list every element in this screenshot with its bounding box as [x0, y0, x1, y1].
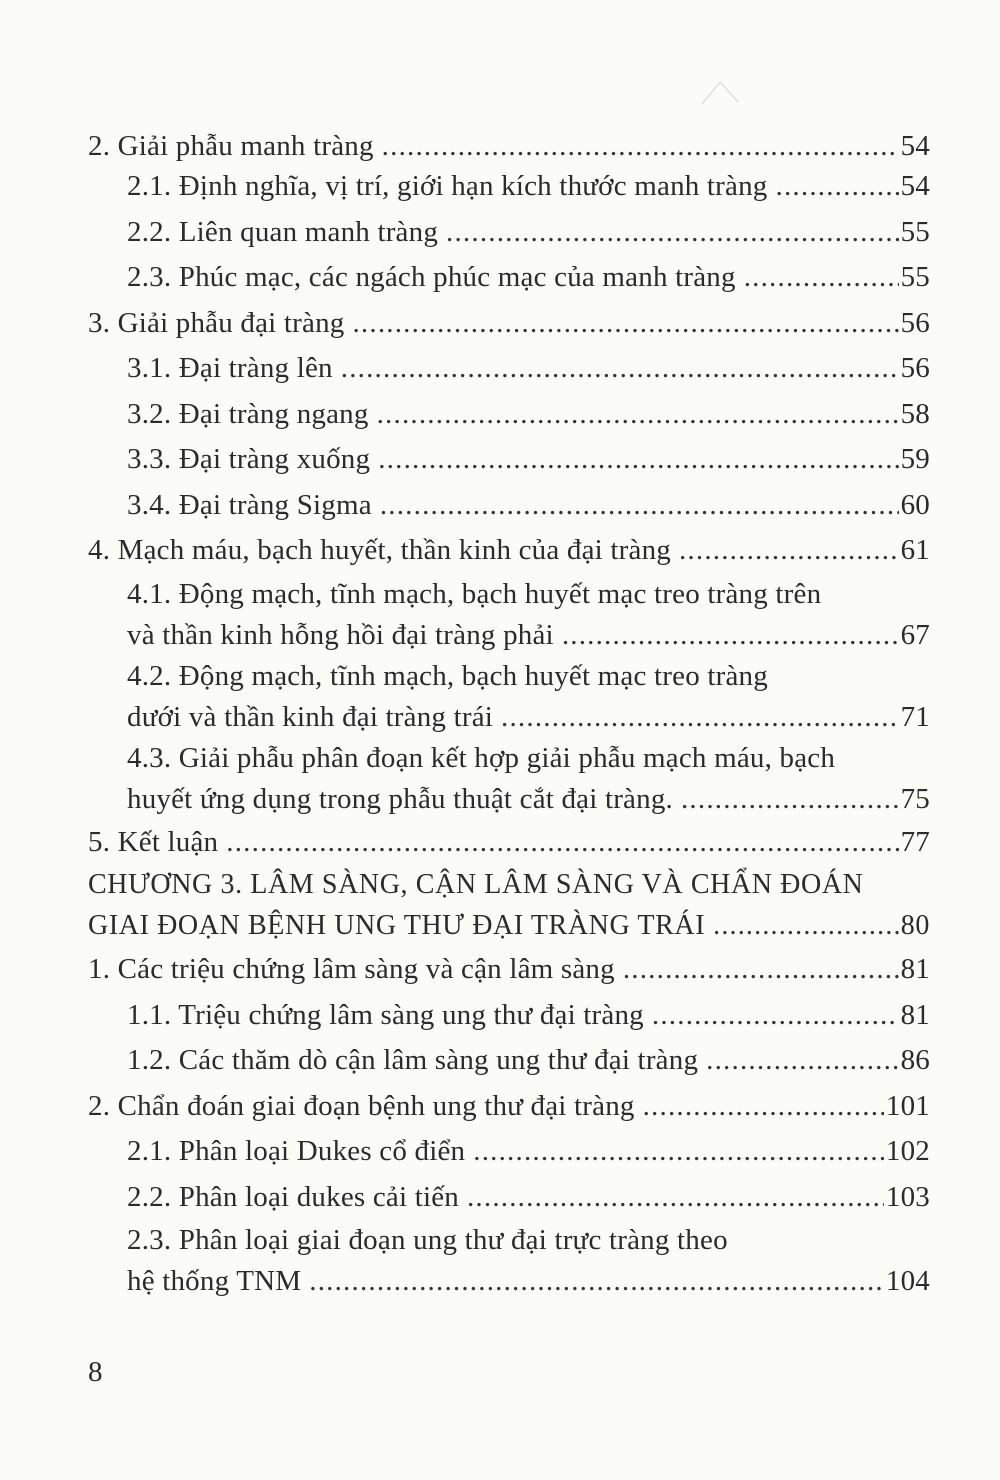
dot-leader — [380, 483, 899, 529]
dot-leader — [652, 993, 899, 1039]
toc-entry-title-line2: hệ thống TNM — [127, 1265, 302, 1297]
faint-corner-mark — [700, 78, 740, 106]
dot-leader — [309, 1260, 884, 1302]
toc-entry-title-line2: và thần kinh hỗng hồi đại tràng phải — [127, 618, 554, 651]
toc-entry-page: 86 — [900, 1044, 930, 1076]
toc-entry[interactable] — [88, 128, 930, 164]
toc-entry-page: 55 — [900, 261, 930, 293]
dot-leader — [562, 614, 899, 656]
toc-entry[interactable] — [88, 164, 930, 210]
toc-entry[interactable] — [88, 738, 930, 820]
toc-entry-title: 1. Các triệu chứng lâm sàng và cận lâm sàng — [88, 953, 615, 985]
page-number: 8 — [88, 1356, 103, 1388]
toc-entry-title-line2: dưới và thần kinh đại tràng trái — [127, 700, 494, 733]
dot-leader — [352, 301, 898, 347]
dot-leader — [226, 820, 898, 866]
toc-entry-page: 77 — [900, 825, 930, 858]
toc-entry-page: 54 — [900, 130, 930, 162]
dot-leader — [382, 128, 899, 164]
toc-entry-page: 101 — [885, 1089, 930, 1122]
toc-entry-page: 67 — [900, 618, 930, 651]
toc-entry[interactable] — [88, 437, 930, 483]
toc-entry[interactable] — [88, 1038, 930, 1084]
toc-entry-page: 58 — [900, 397, 930, 430]
chapter-title-line2: GIAI ĐOẠN BỆNH UNG THƯ ĐẠI TRÀNG TRÁI — [88, 910, 706, 941]
toc-entry[interactable] — [88, 993, 930, 1039]
toc-entry-page: 54 — [900, 170, 930, 202]
dot-leader — [706, 1038, 898, 1084]
toc-entry[interactable] — [88, 1175, 930, 1221]
toc-entry-title-line1: 4.3. Giải phẫu phân đoạn kết hợp giải phẫu mạch máu, bạch — [127, 741, 836, 774]
toc-entry-title: 2.1. Phân loại Dukes cổ điển — [127, 1135, 466, 1167]
dot-leader — [378, 437, 898, 483]
toc-entry-page: 71 — [900, 700, 930, 733]
toc-entry[interactable] — [88, 656, 930, 738]
toc-entry-page: 56 — [900, 352, 930, 384]
toc-entry[interactable] — [88, 301, 930, 347]
toc-entry[interactable] — [88, 255, 930, 301]
toc-entry-title: 2. Giải phẫu manh tràng — [88, 130, 374, 162]
toc-entry[interactable] — [88, 210, 930, 256]
toc-entry-title: 2. Chẩn đoán giai đoạn bệnh ung thư đại tràng — [88, 1089, 635, 1122]
toc-entry[interactable] — [88, 1084, 930, 1130]
dot-leader — [501, 696, 899, 738]
toc-entry-page: 59 — [900, 443, 930, 475]
toc-entry[interactable] — [88, 1220, 930, 1302]
toc-entry-page: 56 — [900, 306, 930, 339]
toc-entry-page: 102 — [885, 1135, 930, 1167]
toc-entry-page: 75 — [900, 782, 930, 815]
toc-entry-page: 55 — [900, 215, 930, 248]
toc-entry-page: 60 — [900, 488, 930, 521]
toc-entry[interactable] — [88, 947, 930, 993]
dot-leader — [744, 255, 899, 301]
toc-entry-title: 3.2. Đại tràng ngang — [127, 397, 369, 430]
dot-leader — [623, 947, 899, 993]
toc-entry-title: 2.3. Phúc mạc, các ngách phúc mạc của manh tràng — [127, 261, 736, 293]
toc-entry-page: 104 — [885, 1265, 930, 1297]
toc-entry-title: 3.3. Đại tràng xuống — [127, 443, 371, 475]
toc-entry-page: 103 — [885, 1180, 930, 1213]
dot-leader — [713, 905, 899, 947]
toc-entry[interactable] — [88, 483, 930, 529]
dot-leader — [679, 528, 899, 574]
dot-leader — [467, 1175, 884, 1221]
toc-entry[interactable] — [88, 528, 930, 574]
dot-leader — [341, 346, 899, 392]
toc-entry-title-line1: 2.3. Phân loại giai đoạn ung thư đại trực tràng theo — [127, 1224, 728, 1256]
toc-entry[interactable] — [88, 346, 930, 392]
dot-leader — [643, 1084, 884, 1130]
dot-leader — [377, 392, 899, 438]
chapter-title-line1: CHƯƠNG 3. LÂM SÀNG, CẬN LÂM SÀNG VÀ CHẨN ĐOÁN — [88, 869, 864, 900]
toc-entry-page: 81 — [900, 953, 930, 985]
dot-leader — [776, 164, 899, 210]
toc-entry-page: 80 — [900, 910, 930, 941]
dot-leader — [681, 778, 899, 820]
toc-entry[interactable] — [88, 392, 930, 438]
toc-entry-title-line2: huyết ứng dụng trong phẫu thuật cắt đại tràng. — [127, 782, 673, 815]
toc-entry-title: 4. Mạch máu, bạch huyết, thần kinh của đại tràng — [88, 534, 671, 566]
table-of-contents — [88, 128, 930, 1302]
toc-entry-title: 1.2. Các thăm dò cận lâm sàng ung thư đại tràng — [127, 1044, 699, 1076]
toc-chapter-entry[interactable] — [88, 865, 930, 947]
toc-entry-title: 3. Giải phẫu đại tràng — [88, 306, 345, 339]
toc-entry-title: 3.1. Đại tràng lên — [127, 352, 333, 384]
dot-leader — [473, 1129, 884, 1175]
toc-entry[interactable] — [88, 820, 930, 866]
toc-entry-title: 2.1. Định nghĩa, vị trí, giới hạn kích thước manh tràng — [127, 170, 768, 202]
toc-entry-title: 5. Kết luận — [88, 825, 219, 858]
toc-entry-title: 3.4. Đại tràng Sigma — [127, 488, 372, 521]
toc-entry[interactable] — [88, 1129, 930, 1175]
toc-entry-page: 81 — [900, 998, 930, 1031]
toc-entry-title-line1: 4.1. Động mạch, tĩnh mạch, bạch huyết mạc treo tràng trên — [127, 577, 822, 610]
toc-entry[interactable] — [88, 574, 930, 656]
toc-entry-title: 2.2. Liên quan manh tràng — [127, 215, 439, 248]
toc-entry-page: 61 — [900, 534, 930, 566]
toc-entry-title: 1.1. Triệu chứng lâm sàng ung thư đại tràng — [127, 998, 644, 1031]
toc-entry-title: 2.2. Phân loại dukes cải tiến — [127, 1180, 459, 1213]
dot-leader — [446, 210, 899, 256]
toc-entry-title-line1: 4.2. Động mạch, tĩnh mạch, bạch huyết mạc treo tràng — [127, 659, 768, 692]
